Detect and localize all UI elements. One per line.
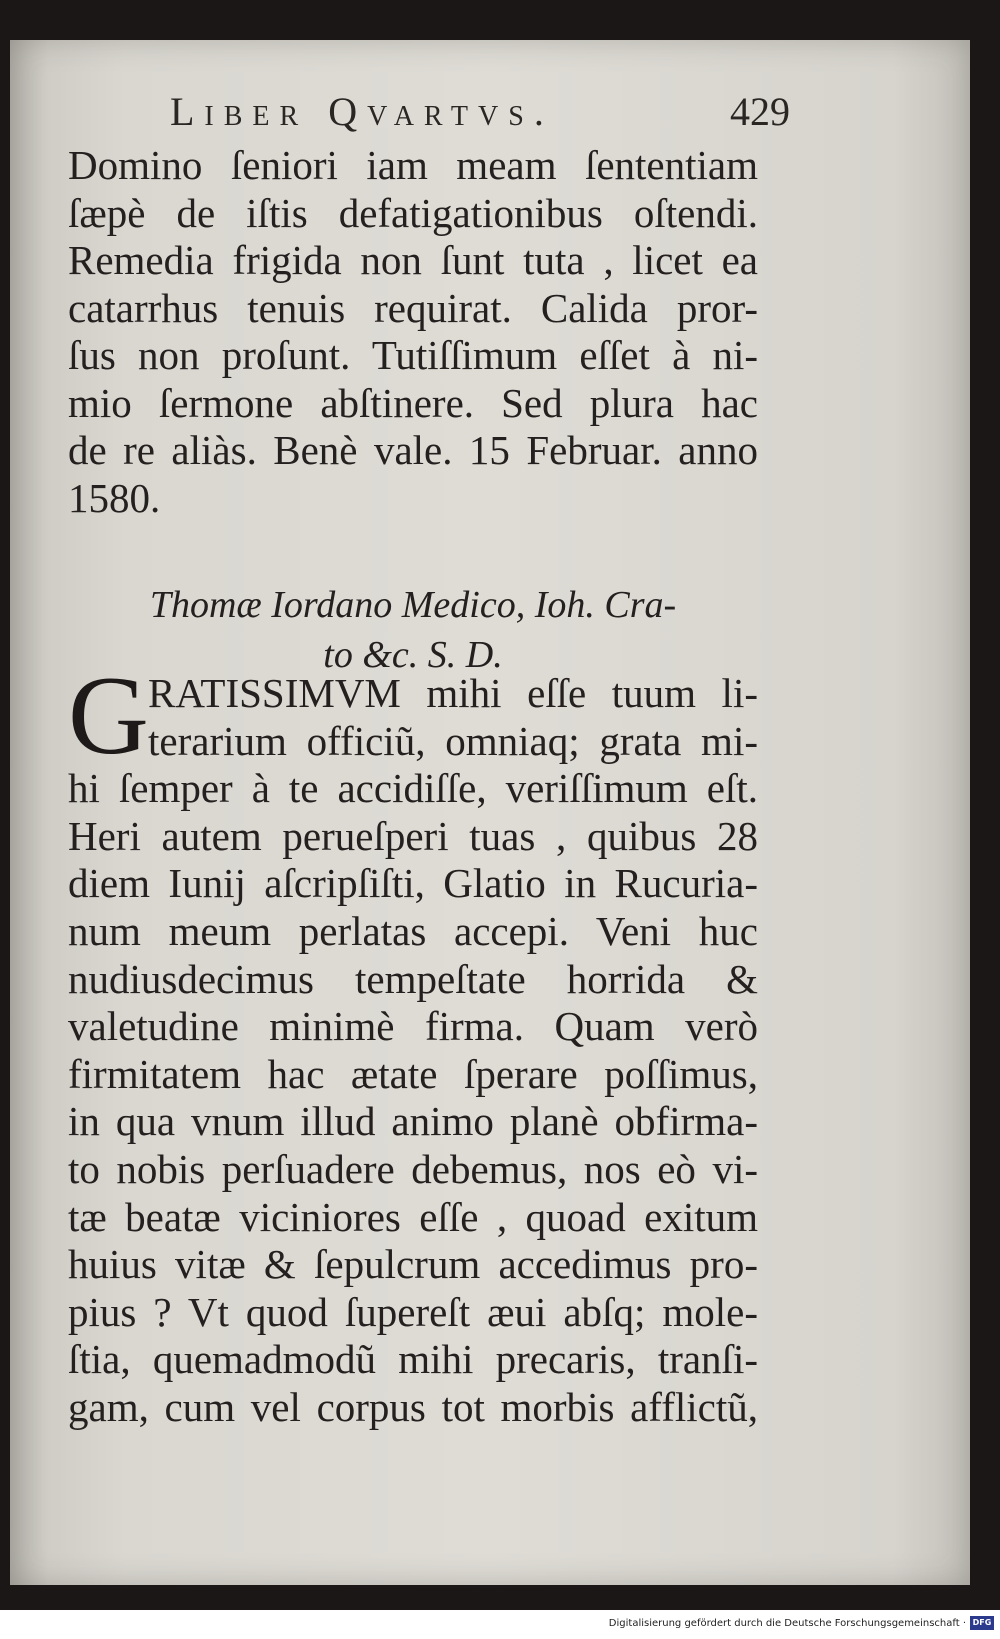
text-line: huius vitæ & ſepulcrum accedimus pro- [68, 1241, 758, 1288]
text-line: 1580. [68, 474, 161, 521]
text-line: Remedia frigida non ſunt tuta , licet ea [68, 237, 758, 283]
text-line: num meum perlatas accepi. Veni huc [68, 907, 758, 954]
text-line: ſæpè de iſtis defatigationibus oſtendi. [68, 189, 758, 236]
running-head [170, 88, 790, 138]
text-line: hi ſemper à te accidiſſe, veriſſimum eſt. [68, 765, 758, 812]
book-page [10, 40, 970, 1585]
page-number: 429 [730, 89, 790, 134]
text-line: valetudine minimè firma. Quam verò [68, 1003, 758, 1050]
preceding-letter-end [68, 142, 758, 522]
text-line: to nobis perſuadere debemus, nos eò vi- [68, 1145, 758, 1192]
text-line: in qua vnum illud animo planè obfirma- [68, 1098, 758, 1145]
text-line: tæ beatæ viciniores eſſe , quoad exitum [68, 1193, 758, 1240]
text-line: firmitatem hac ætate ſperare poſſimus, [68, 1050, 758, 1097]
text-line: catarrhus tenuis requirat. Calida pror- [68, 284, 758, 331]
text-line: RATISSIMVM mihi eſſe tuum li- [148, 670, 758, 716]
funding-credit: Digitalisierung gefördert durch die Deutsche Forschungsgemeinschaft · [608, 1618, 966, 1629]
running-title: Liber Qvartvs. [170, 89, 554, 134]
text-line: ſtia, quemadmodũ mihi precaris, tranſi- [68, 1336, 758, 1383]
text-line: pius ? Vt quod ſupereſt æui abſq; mole- [68, 1288, 758, 1335]
text-line: gam, cum vel corpus tot morbis afflictũ, [68, 1383, 758, 1430]
text-line: de re aliàs. Benè vale. 15 Februar. anno [68, 427, 758, 473]
text-line: Domino ſeniori iam meam ſententiam [68, 142, 758, 188]
text-line: mio ſermone abſtinere. Sed plura hac [68, 379, 758, 426]
footer [0, 1610, 1000, 1639]
text-line: nudiusdecimus tempeſtate horrida & [68, 955, 758, 1002]
heading-line: to &c. S. D. [323, 634, 503, 676]
heading-line: Thomæ Iordano Medico, Ioh. Cra- [149, 584, 677, 626]
text-line: terarium officiũ, omniaq; grata mi- [148, 717, 758, 764]
dfg-logo: DFG [970, 1616, 994, 1630]
text-line: Heri autem perueſperi tuas , quibus 28 [68, 812, 758, 859]
letter-heading [68, 580, 758, 680]
drop-cap: G [68, 654, 149, 778]
text-line: ſus non proſunt. Tutiſſimum eſſet à ni- [68, 332, 758, 378]
text-line: diem Iunij aſcripſiſti, Glatio in Rucuria- [68, 860, 758, 907]
